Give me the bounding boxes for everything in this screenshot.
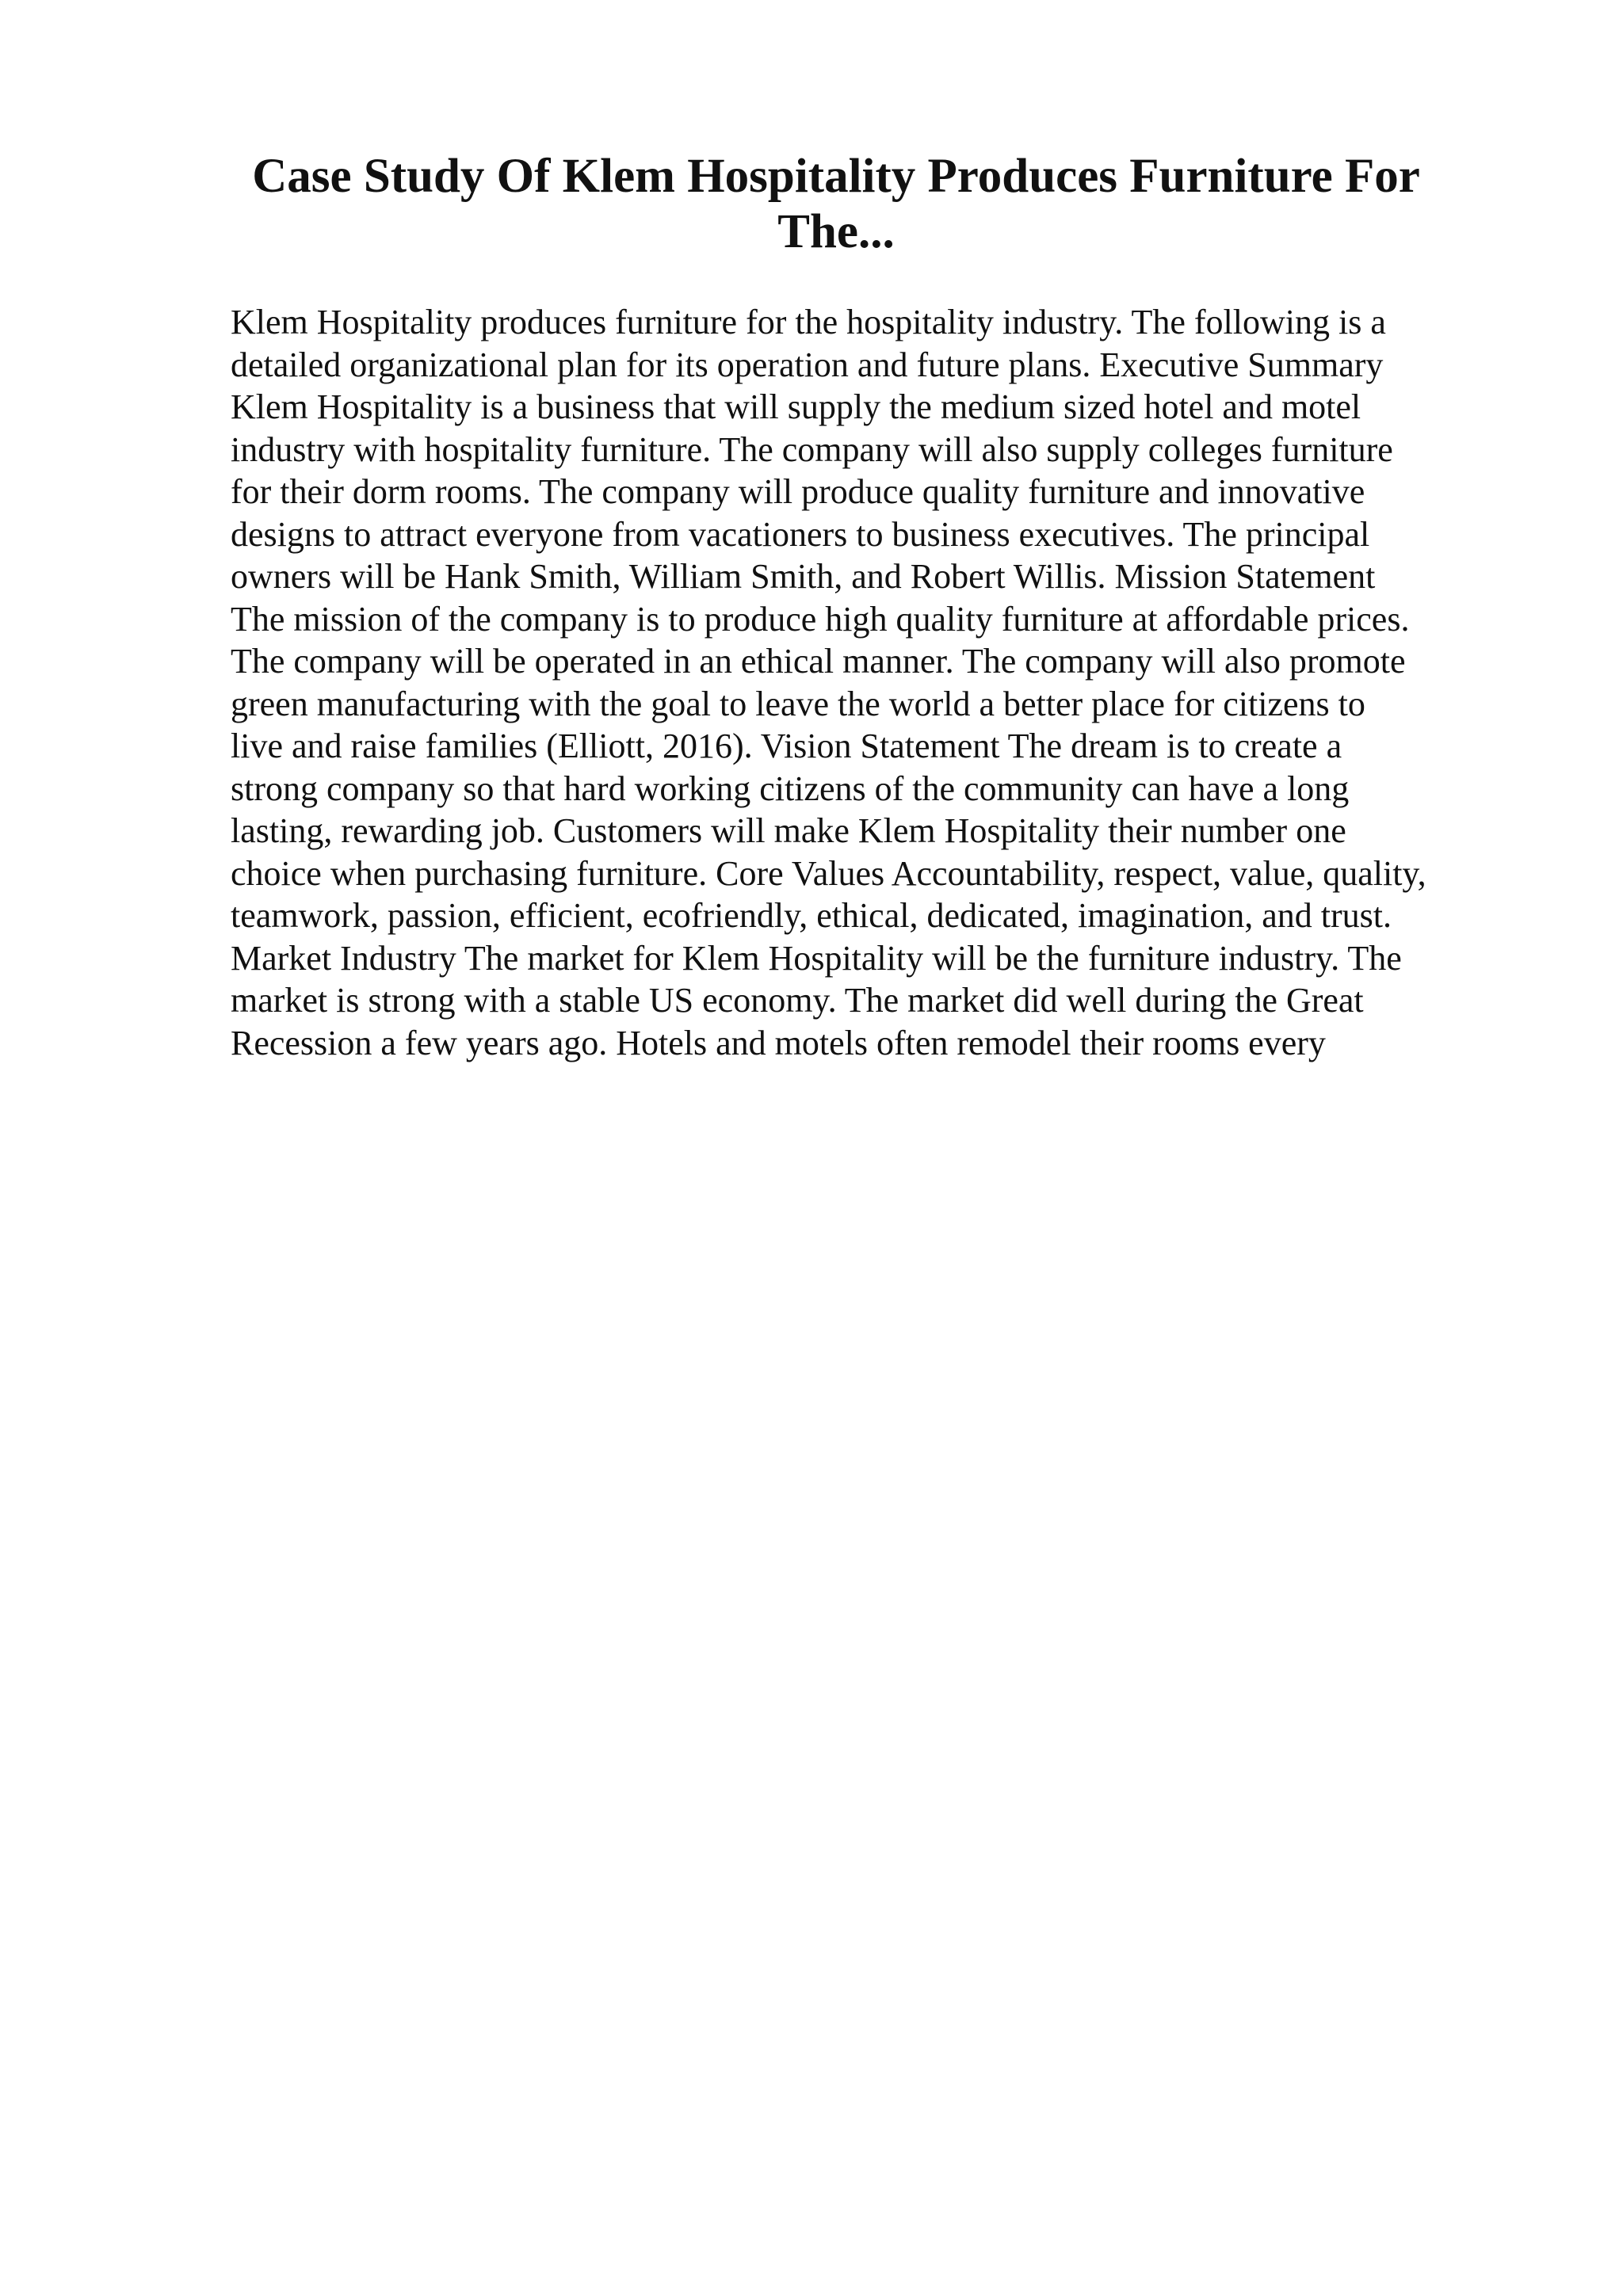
body-line: owners will be Hank Smith, William Smith, and Robert Willis. Mission Statement	[231, 557, 1376, 596]
body-line: designs to attract everyone from vacationers to business executives. The principal	[231, 514, 1370, 554]
document-body	[231, 301, 1530, 1064]
body-line: Market Industry The market for Klem Hospitality will be the furniture industry. The	[231, 938, 1402, 978]
body-line: Klem Hospitality produces furniture for the hospitality industry. The following is a	[231, 303, 1386, 341]
body-line: green manufacturing with the goal to leave the world a better place for citizens to	[231, 684, 1365, 723]
body-line: live and raise families (Elliott, 2016). Vision Statement The dream is to create a	[231, 727, 1342, 765]
body-line: market is strong with a stable US economy. The market did well during the Great	[231, 981, 1364, 1020]
body-line: lasting, rewarding job. Customers will make Klem Hospitality their number one	[231, 811, 1346, 850]
body-line: The mission of the company is to produce high quality furniture at affordable prices.	[231, 599, 1410, 639]
body-line: teamwork, passion, efficient, ecofriendly, ethical, dedicated, imagination, and trust.	[231, 896, 1392, 935]
body-line: Recession a few years ago. Hotels and motels often remodel their rooms every	[231, 1023, 1326, 1062]
body-line: The company will be operated in an ethical manner. The company will also promote	[231, 642, 1406, 681]
document-title: Case Study Of Klem Hospitality Produces Furniture For The...	[252, 150, 1420, 258]
body-line: detailed organizational plan for its operation and future plans. Executive Summary	[231, 345, 1384, 384]
body-line: for their dorm rooms. The company will produce quality furniture and innovative	[231, 472, 1365, 511]
body-line: strong company so that hard working citizens of the community can have a long	[231, 769, 1350, 808]
body-line: choice when purchasing furniture. Core Values Accountability, respect, value, quality,	[231, 853, 1426, 893]
body-line: Klem Hospitality is a business that will supply the medium sized hotel and motel	[231, 387, 1361, 426]
body-line: industry with hospitality furniture. The company will also supply colleges furniture	[231, 429, 1393, 469]
